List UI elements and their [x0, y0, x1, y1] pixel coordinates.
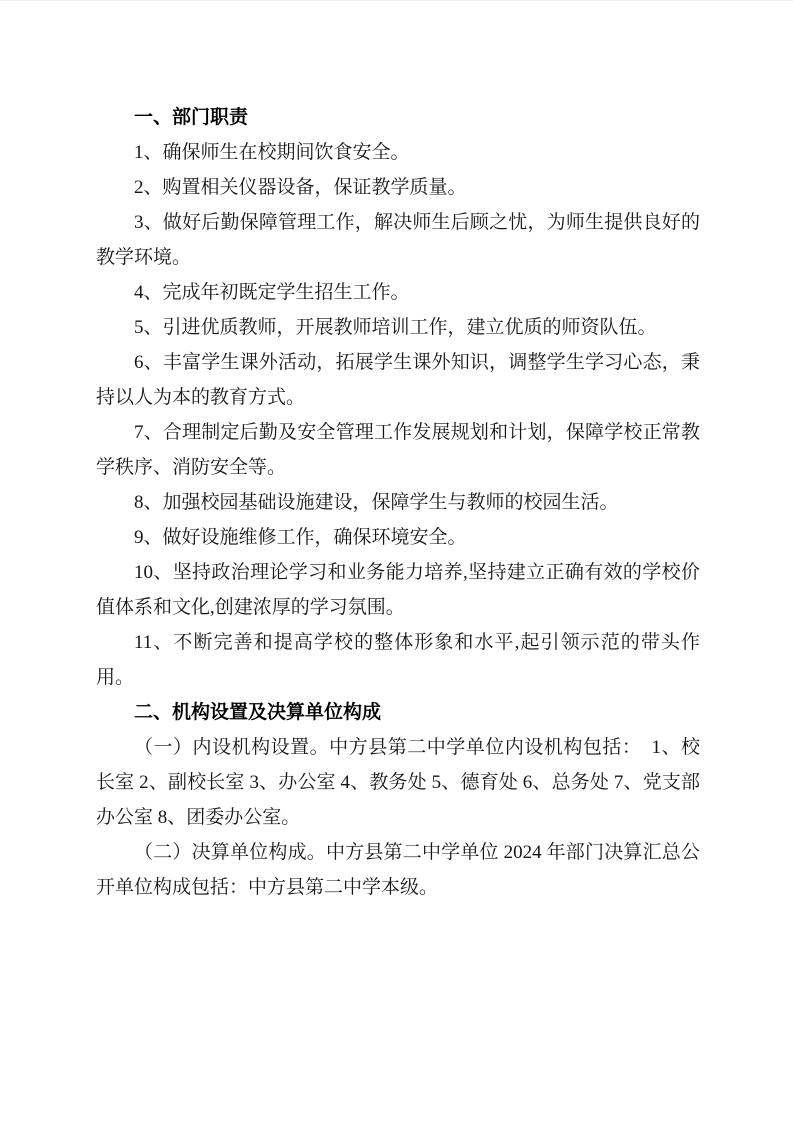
duty-item-10: 10、坚持政治理论学习和业务能力培养,坚持建立正确有效的学校价值体系和文化,创建浓厚的学习氛围。	[96, 562, 700, 618]
duty-item-6: 6、丰富学生课外活动，拓展学生课外知识，调整学生学习心态，秉持以人为本的教育方式。	[96, 352, 700, 408]
heading-department-duties: 一、部门职责	[134, 107, 249, 128]
budget-unit-paragraph: （二）决算单位构成。中方县第二中学单位 2024 年部门决算汇总公开单位构成包括：中方县第二中学本级。	[96, 842, 700, 898]
duty-item-8: 8、加强校园基础设施建设，保障学生与教师的校园生活。	[134, 492, 619, 513]
duty-item-9: 9、做好设施维修工作，确保环境安全。	[134, 527, 467, 548]
duty-item-1: 1、确保师生在校期间饮食安全。	[134, 142, 410, 163]
duty-item-3: 3、做好后勤保障管理工作，解决师生后顾之忧，为师生提供良好的教学环境。	[96, 212, 700, 268]
internal-org-paragraph: （一）内设机构设置。中方县第二中学单位内设机构包括： 1、校长室 2、副校长室 3、办公室 4、教务处 5、德育处 6、总务处 7、党支部办公室 8、团委办公室。	[96, 737, 700, 828]
duty-item-11: 11、不断完善和提高学校的整体形象和水平,起引领示范的带头作用。	[96, 632, 700, 688]
heading-org-structure: 二、机构设置及决算单位构成	[134, 702, 382, 723]
duty-item-7: 7、合理制定后勤及安全管理工作发展规划和计划，保障学校正常教学秩序、消防安全等。	[96, 422, 700, 478]
duty-item-2: 2、购置相关仪器设备，保证教学质量。	[134, 177, 467, 198]
duty-item-5: 5、引进优质教师，开展教师培训工作，建立优质的师资队伍。	[134, 317, 657, 338]
document-content	[96, 100, 700, 905]
page-top-edge	[0, 0, 793, 1]
duty-item-4: 4、完成年初既定学生招生工作。	[134, 282, 410, 303]
